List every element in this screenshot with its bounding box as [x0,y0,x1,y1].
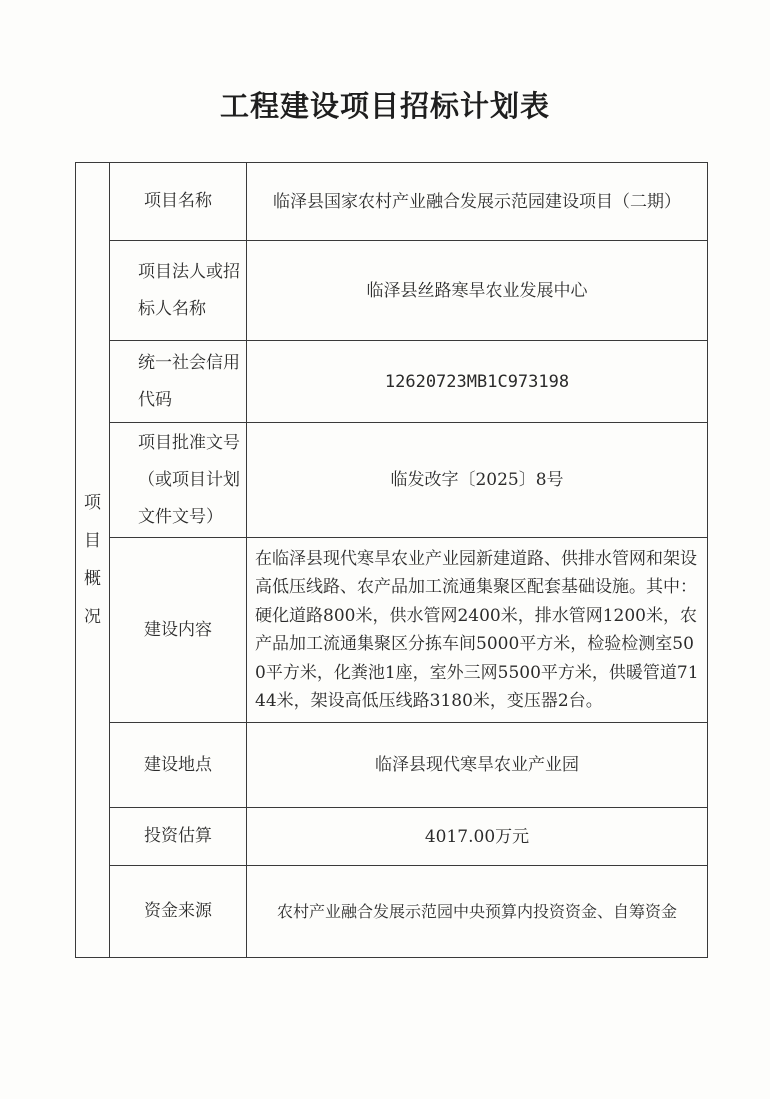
label-credit-code: 统一社会信用代码 [110,341,247,423]
table-row-location [76,723,708,808]
table-row-funding [76,866,708,958]
label-legal-person: 项目法人或招标人名称 [110,241,247,341]
section-char: 概 [84,569,101,589]
value-credit-code: 12620723MB1C973198 [247,341,708,423]
section-char: 况 [84,607,101,627]
value-project-name: 临泽县国家农村产业融合发展示范园建设项目（二期） [247,163,708,241]
label-content: 建设内容 [110,538,247,723]
bid-plan-table [75,162,708,958]
label-location: 建设地点 [110,723,247,808]
table-row-project-name [76,163,708,241]
value-funding: 农村产业融合发展示范园中央预算内投资资金、自筹资金 [247,866,708,958]
value-legal-person: 临泽县丝路寒旱农业发展中心 [247,241,708,341]
value-location: 临泽县现代寒旱农业产业园 [247,723,708,808]
value-investment: 4017.00万元 [247,808,708,866]
value-approval-no: 临发改字〔2025〕8号 [247,423,708,538]
value-content: 在临泽县现代寒旱农业产业园新建道路、供排水管网和架设高低压线路、农产品加工流通集聚区配套基础设施。其中：硬化道路800米，供水管网2400米，排水管网1200米，农产品加工流通集聚区分拣车间5000平方米，检验检测室500平方米，化粪池1座，室外三网5500平方米，供暖管道7144米，架设高低压线路3180米，变压器2台。 [247,538,708,723]
table-row-content [76,538,708,723]
label-approval-no: 项目批准文号（或项目计划文件文号） [110,423,247,538]
label-funding: 资金来源 [110,866,247,958]
table-row-investment [76,808,708,866]
page-title: 工程建设项目招标计划表 [219,89,550,123]
label-investment: 投资估算 [110,808,247,866]
section-char: 项 [84,493,101,513]
table-row-approval-no [76,423,708,538]
table-row-credit-code [76,341,708,423]
section-char: 目 [84,531,101,551]
table-row-legal-person [76,241,708,341]
label-project-name: 项目名称 [110,163,247,241]
section-label-project-overview [76,163,110,958]
